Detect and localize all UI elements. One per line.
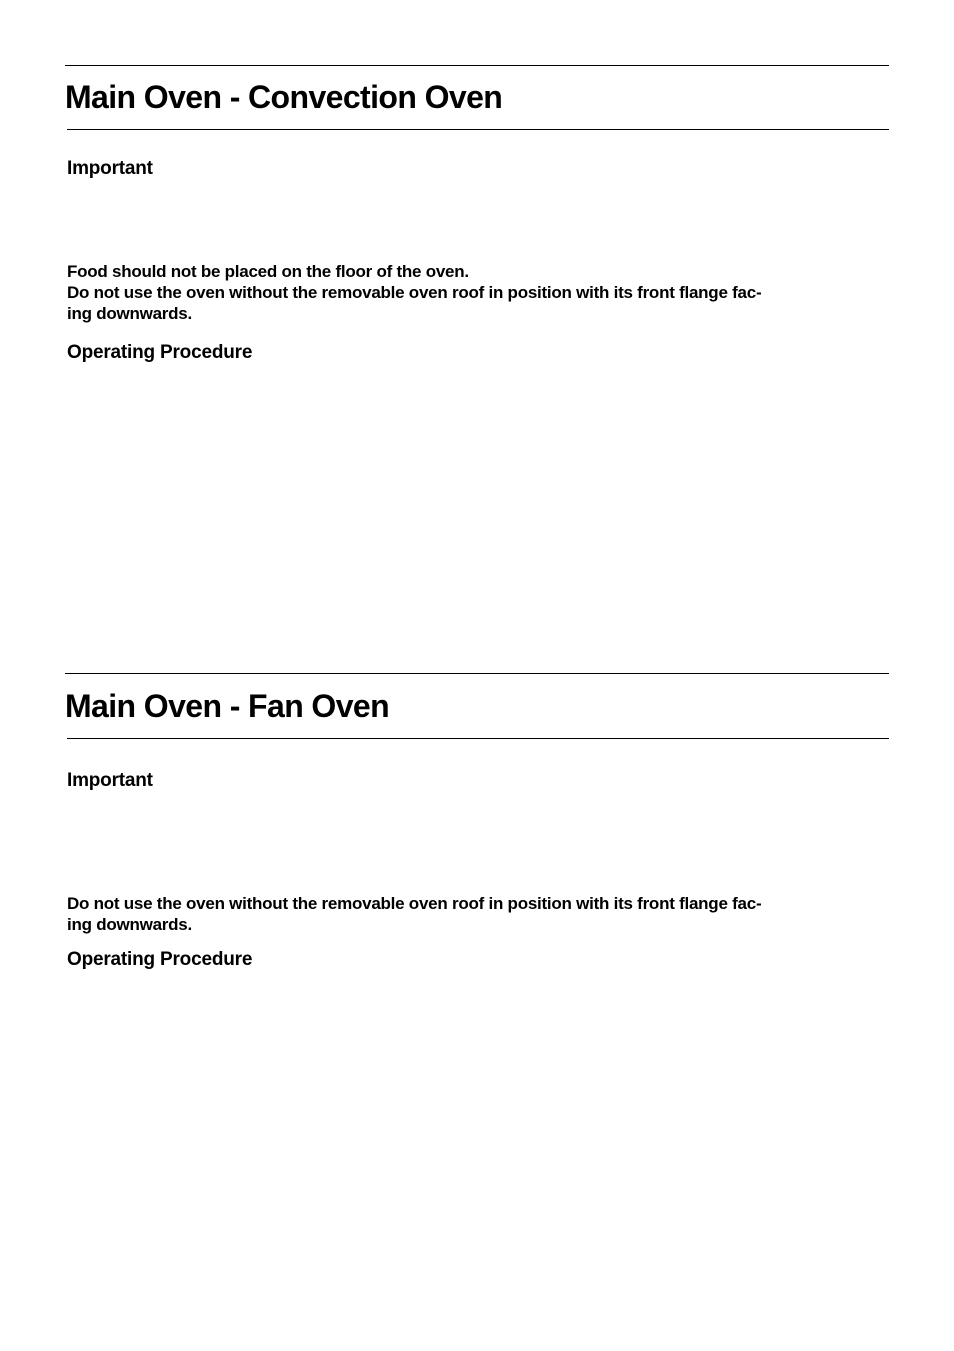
important-heading: Important [67,770,153,791]
section-title-fan-oven: Main Oven - Fan Oven [65,688,390,724]
section-top-rule [65,673,889,674]
operating-procedure-heading: Operating Procedure [67,949,253,970]
important-note-line: Do not use the oven without the removable oven roof in position with its front flange fac- [67,894,762,913]
section-top-rule [65,65,889,66]
important-note-line: Do not use the oven without the removable oven roof in position with its front flange fac- [67,283,762,302]
important-heading: Important [67,158,153,179]
operating-procedure-heading: Operating Procedure [67,342,253,363]
important-note-line: ing downwards. [67,915,192,934]
important-note-line: Food should not be placed on the floor of the oven. [67,262,469,281]
section-bottom-rule [67,738,889,739]
section-bottom-rule [67,129,889,130]
section-title-convection-oven: Main Oven - Convection Oven [65,79,503,115]
important-note [67,893,889,935]
important-note [67,261,889,324]
important-note-line: ing downwards. [67,304,192,323]
